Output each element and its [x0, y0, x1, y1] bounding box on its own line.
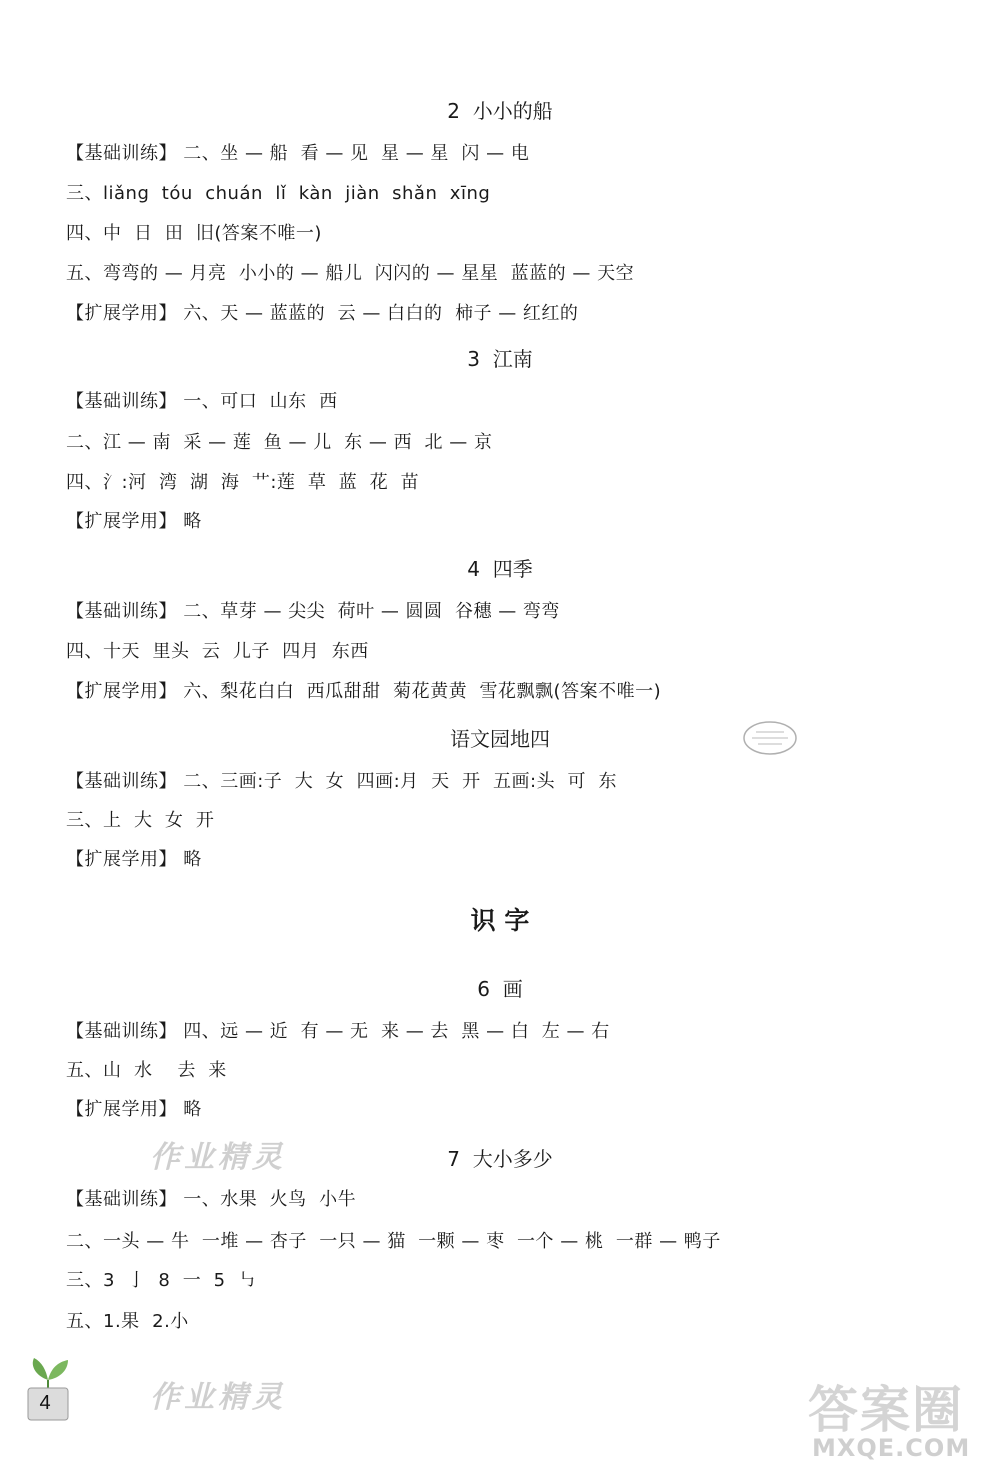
section-title-4: 4 四季: [467, 557, 533, 581]
answer-line: 二、一头 — 牛 一堆 — 杏子 一只 — 猫 一颗 — 枣 一个 — 桃 一群 — 鸭子: [66, 1231, 721, 1252]
answer-line: 【扩展学用】 六、天 — 蓝蓝的 云 — 白白的 柿子 — 红红的: [66, 303, 579, 324]
section-title-3: 3 江南: [467, 347, 533, 371]
answer-line: 三、liǎng tóu chuán lǐ kàn jiàn shǎn xīng: [66, 183, 491, 204]
answer-line: 三、上 大 女 开: [66, 810, 215, 831]
answer-line: 二、江 — 南 采 — 莲 鱼 — 儿 东 — 西 北 — 京: [66, 432, 493, 453]
answer-line: 【基础训练】 四、远 — 近 有 — 无 来 — 去 黑 — 白 左 — 右: [66, 1021, 610, 1042]
site-logo-url: MXQE.COM: [812, 1434, 971, 1462]
answer-line: 【基础训练】 一、可口 山东 西: [66, 391, 338, 412]
answer-line: 【基础训练】 一、水果 火鸟 小牛: [66, 1189, 357, 1210]
answer-line: 【基础训练】 二、三画:子 大 女 四画:月 天 开 五画:头 可 东: [66, 771, 617, 792]
answer-line: 四、中 日 田 旧(答案不唯一): [66, 223, 322, 244]
section-title-6: 6 画: [477, 977, 523, 1001]
answer-line: 【扩展学用】 略: [66, 511, 202, 532]
site-logo-text: 答案圈: [808, 1381, 964, 1439]
watermark-text: 作业精灵: [150, 1140, 286, 1175]
unit-title: 识 字: [470, 906, 530, 935]
section-title-2: 2 小小的船: [447, 99, 553, 123]
answer-line: 五、弯弯的 — 月亮 小小的 — 船儿 闪闪的 — 星星 蓝蓝的 — 天空: [66, 263, 635, 284]
answer-line: 【扩展学用】 略: [66, 1099, 202, 1120]
page-number: 4: [39, 1392, 51, 1414]
answer-line: 五、山 水 去 来: [66, 1060, 227, 1081]
answer-line: 【基础训练】 二、坐 — 船 看 — 见 星 — 星 闪 — 电: [66, 143, 530, 164]
answer-line: 四、十天 里头 云 儿子 四月 东西: [66, 641, 369, 662]
section-title-7: 7 大小多少: [447, 1147, 553, 1171]
answer-line: 五、1.果 2.小: [66, 1311, 189, 1332]
answer-line: 【基础训练】 二、草芽 — 尖尖 荷叶 — 圆圆 谷穗 — 弯弯: [66, 601, 560, 622]
answer-line: 三、3 亅 8 一 5 ㇉: [66, 1270, 257, 1291]
answer-line: 四、氵:河 湾 湖 海 艹:莲 草 蓝 花 苗: [66, 472, 420, 493]
answer-line: 【扩展学用】 略: [66, 849, 202, 870]
answer-line: 【扩展学用】 六、梨花白白 西瓜甜甜 菊花黄黄 雪花飘飘(答案不唯一): [66, 681, 662, 702]
watermark-text: 作业精灵: [150, 1380, 286, 1415]
section-title-garden: 语文园地四: [450, 727, 550, 751]
